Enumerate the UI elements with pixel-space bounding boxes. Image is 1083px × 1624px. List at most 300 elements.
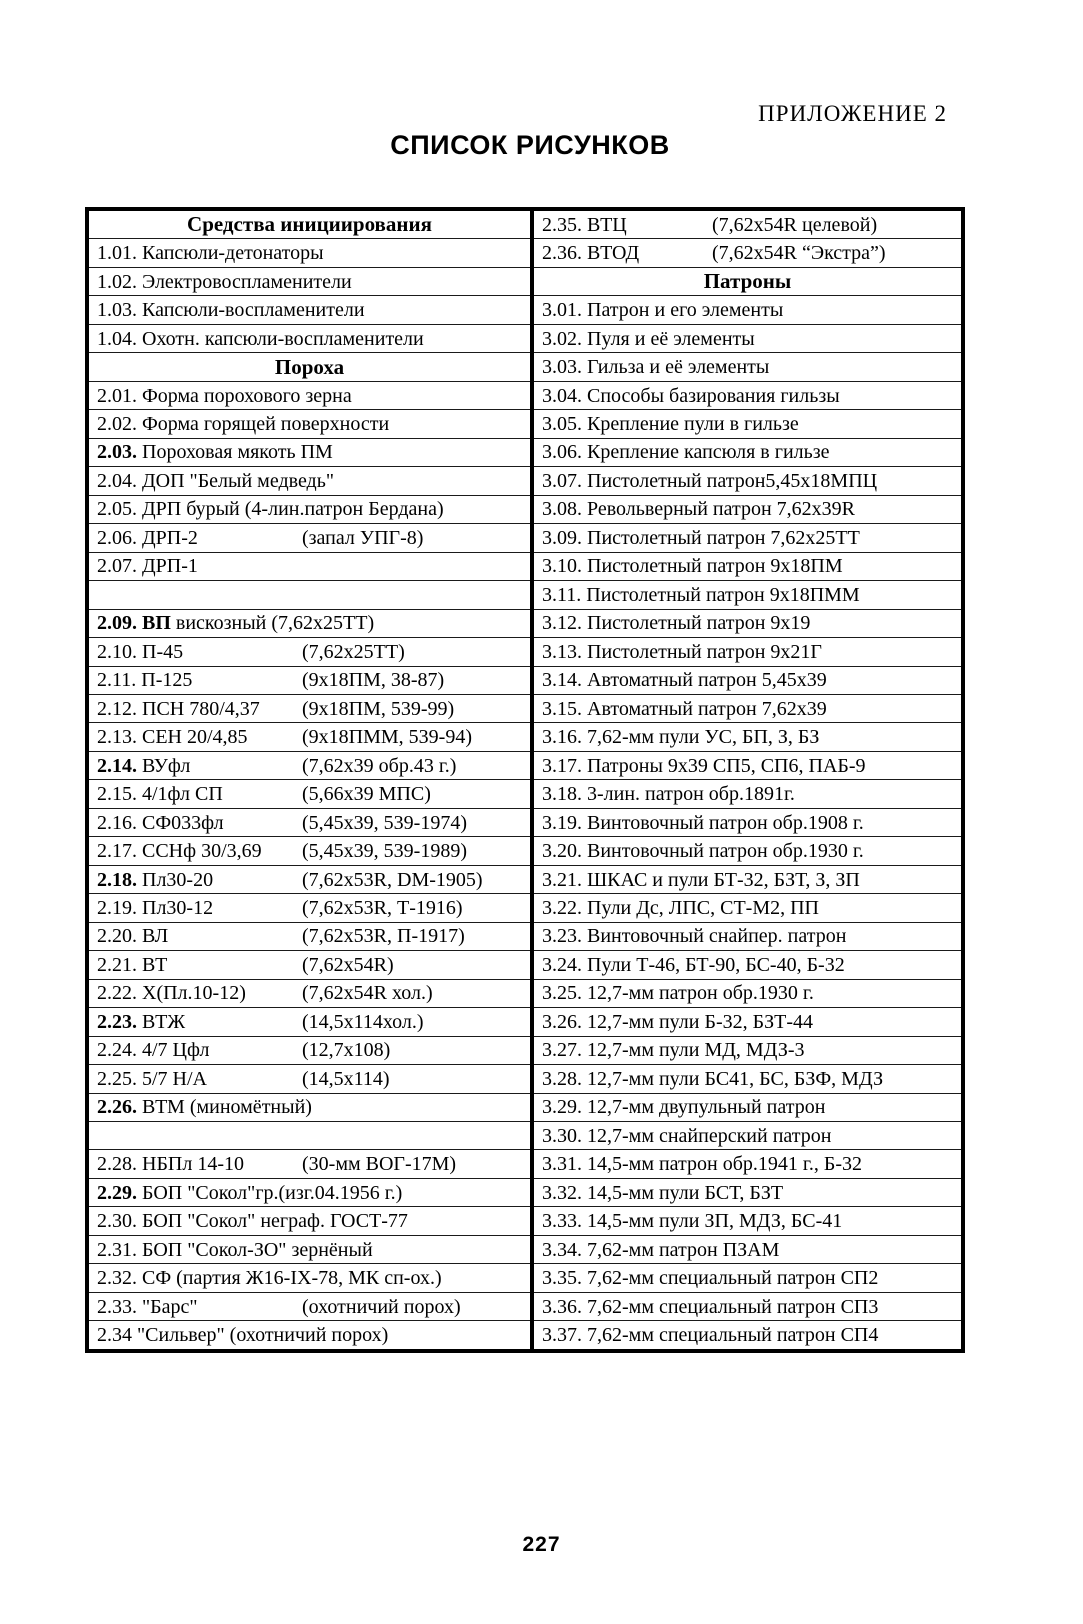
figure-number: 2.14. — [97, 754, 137, 777]
figure-name: Капсюли-воспламенители — [142, 299, 365, 322]
row-label — [97, 841, 302, 861]
table-row — [534, 1065, 961, 1093]
figure-name: Патрон и его элементы — [587, 299, 784, 322]
row-label — [542, 642, 822, 662]
figure-detail: (9х18ПМ, 539-99) — [302, 697, 455, 720]
figure-name: Электровоспламенители — [142, 270, 352, 293]
figure-name: 7,62-мм патрон ПЗАМ — [587, 1238, 780, 1261]
table-row — [89, 1065, 530, 1093]
row-label — [542, 243, 712, 263]
figure-number: 2.32. — [97, 1267, 137, 1290]
figure-number: 3.35. — [542, 1267, 582, 1290]
figure-name: Х(Пл.10-12) — [142, 982, 246, 1005]
table-row — [89, 1179, 530, 1207]
table-row — [534, 837, 961, 865]
row-label — [542, 955, 845, 975]
figure-number: 2.02. — [97, 413, 137, 436]
row-label — [542, 670, 827, 690]
table-row — [89, 439, 530, 467]
row-label — [542, 1325, 878, 1345]
row-label — [542, 1154, 862, 1174]
figure-name: Патроны 9х39 СП5, СП6, ПАБ-9 — [587, 754, 866, 777]
row-label — [542, 784, 795, 804]
figure-name: "Сильвер" (охотничий порох) — [137, 1324, 389, 1347]
row-label — [97, 1211, 408, 1231]
figure-name: 12,7-мм патрон обр.1930 г. — [587, 982, 814, 1005]
figure-number: 3.25. — [542, 982, 582, 1005]
table-row — [89, 610, 530, 638]
table-row — [89, 780, 530, 808]
row-label — [542, 1297, 878, 1317]
figure-name: П-125 — [141, 669, 193, 692]
figure-name: Охотн. капсюли-воспламенители — [142, 327, 424, 350]
row-label — [542, 1012, 813, 1032]
figure-name: вискозный (7,62х25ТТ) — [175, 612, 375, 635]
figure-name: 7,62-мм специальный патрон СП2 — [587, 1267, 879, 1290]
figure-name: ВУфл — [142, 754, 191, 777]
table-row — [89, 923, 530, 951]
row-label — [97, 499, 444, 519]
figure-number: 3.31. — [542, 1153, 582, 1176]
row-label — [97, 1040, 302, 1060]
row-label — [97, 784, 302, 804]
figure-name-bold: ВП — [142, 612, 171, 635]
figure-name: Револьверный патрон 7,62х39R — [587, 498, 856, 521]
figure-number: 2.11. — [97, 669, 137, 692]
figure-number: 3.07. — [542, 469, 582, 492]
figure-number: 2.16. — [97, 811, 137, 834]
table-row — [89, 1321, 530, 1348]
table-row — [534, 1179, 961, 1207]
table-row — [534, 1207, 961, 1235]
figure-detail: (14,5х114хол.) — [302, 1010, 424, 1033]
row-label — [97, 613, 374, 633]
table-row — [534, 667, 961, 695]
empty-row — [89, 1122, 530, 1150]
row-label — [97, 1097, 312, 1117]
figure-name: СФ (партия Ж16-IХ-78, МК сп-ох.) — [142, 1267, 442, 1290]
row-label — [97, 955, 302, 975]
table-row — [534, 239, 961, 267]
figure-name: СФ033фл — [142, 811, 224, 834]
figure-detail: (5,45х39, 539-1989) — [302, 840, 467, 863]
figure-detail: (7,62х54R хол.) — [302, 982, 433, 1005]
row-label — [97, 414, 389, 434]
figure-number: 2.10. — [97, 640, 137, 663]
figure-number: 3.23. — [542, 925, 582, 948]
table-row — [534, 610, 961, 638]
figure-name: 12,7-мм пули МД, МДЗ-3 — [587, 1039, 805, 1062]
figure-number: 2.12. — [97, 697, 137, 720]
figure-detail: (30-мм ВОГ-17М) — [302, 1153, 457, 1176]
figure-number: 2.09. — [97, 612, 137, 635]
figure-number: 3.12. — [542, 612, 582, 635]
figure-name: Пистолетный патрон 9х21Г — [587, 640, 822, 663]
figure-name: Пистолетный патрон 7,62х25ТТ — [587, 526, 860, 549]
figure-name: ВЛ — [142, 925, 169, 948]
row-label — [97, 386, 352, 406]
figure-detail: (12,7х108) — [302, 1039, 391, 1062]
table-row — [534, 951, 961, 979]
figure-number: 3.01. — [542, 299, 582, 322]
table-row — [89, 1094, 530, 1122]
figure-number: 2.31. — [97, 1238, 137, 1261]
row-label — [97, 243, 324, 263]
figure-number: 3.11. — [542, 583, 582, 606]
figure-name: Винтовочный патрон обр.1930 г. — [587, 840, 864, 863]
figure-number: 2.07. — [97, 555, 137, 578]
figure-detail: (7,62х53R, П-1917) — [302, 925, 465, 948]
figure-number: 3.20. — [542, 840, 582, 863]
figure-number: 3.32. — [542, 1181, 582, 1204]
figure-name: Пистолетный патрон 9х18ПММ — [586, 583, 860, 606]
row-label — [542, 983, 814, 1003]
figure-detail: (14,5х114) — [302, 1067, 390, 1090]
figure-number: 2.35. — [542, 213, 582, 236]
row-label — [542, 699, 827, 719]
row-label — [97, 471, 334, 491]
figure-detail: (запал УПГ-8) — [302, 526, 424, 549]
table-row — [89, 1150, 530, 1178]
figure-detail: (7,62х39 обр.43 г.) — [302, 754, 457, 777]
row-label — [542, 1211, 842, 1231]
row-label — [542, 300, 783, 320]
section-header-row: Средства инициирования — [89, 211, 530, 239]
figure-name: Способы базирования гильзы — [587, 384, 840, 407]
figure-detail: (7,62х54R целевой) — [712, 213, 878, 236]
figure-number: 2.06. — [97, 526, 137, 549]
row-label — [97, 898, 302, 918]
figure-name: 7,62-мм специальный патрон СП4 — [587, 1324, 879, 1347]
figure-number: 2.26. — [97, 1096, 137, 1119]
row-label — [542, 756, 866, 776]
table-row — [89, 1207, 530, 1235]
row-label — [542, 898, 819, 918]
section-header-row: Патроны — [534, 268, 961, 296]
figure-detail: (7,62х53R, Т-1916) — [302, 896, 463, 919]
table-row — [534, 1321, 961, 1348]
figure-name: ССНф 30/3,69 — [142, 840, 262, 863]
table-row — [89, 410, 530, 438]
figure-number: 3.03. — [542, 356, 582, 379]
figure-number: 2.15. — [97, 783, 137, 806]
figure-number: 3.17. — [542, 754, 582, 777]
figure-name: БОП "Сокол"гр.(изг.04.1956 г.) — [142, 1181, 403, 1204]
row-label — [97, 1012, 302, 1032]
figure-name: Форма порохового зерна — [142, 384, 352, 407]
table-column-right — [534, 211, 961, 1349]
figure-name: ВТЖ — [142, 1010, 186, 1033]
figure-name: 12,7-мм пули Б-32, БЗТ-44 — [587, 1010, 814, 1033]
row-label — [542, 499, 855, 519]
figure-name: 12,7-мм двупульный патрон — [587, 1096, 826, 1119]
figure-detail: (7,62х54R “Экстра”) — [712, 242, 886, 265]
table-row — [89, 809, 530, 837]
figure-name: БОП "Сокол" неграф. ГОСТ-77 — [142, 1210, 408, 1233]
figure-name: 5/7 Н/А — [142, 1067, 207, 1090]
row-label — [542, 1183, 783, 1203]
row-label — [97, 1268, 442, 1288]
table-row — [89, 467, 530, 495]
figure-name: ВТЦ — [587, 213, 627, 236]
row-label — [97, 528, 302, 548]
figure-name: ДРП-1 — [142, 555, 198, 578]
row-label — [97, 670, 302, 690]
row-label — [542, 528, 860, 548]
table-row — [534, 382, 961, 410]
figure-number: 3.30. — [542, 1124, 582, 1147]
figure-name: 12,7-мм пули БС41, БС, БЗФ, МДЗ — [587, 1067, 884, 1090]
figure-name: Крепление капсюля в гильзе — [587, 441, 830, 464]
table-row — [89, 268, 530, 296]
figure-name: ВТ — [142, 953, 168, 976]
row-label — [542, 1040, 805, 1060]
figure-name: 14,5-мм пули БСТ, БЗТ — [587, 1181, 784, 1204]
figures-table — [85, 207, 965, 1353]
figure-number: 3.16. — [542, 726, 582, 749]
row-label — [97, 1183, 402, 1203]
figure-name: БОП "Сокол-ЗО" зернёный — [142, 1238, 373, 1261]
figure-number: 3.09. — [542, 526, 582, 549]
figure-number: 3.10. — [542, 555, 582, 578]
figure-number: 2.04. — [97, 469, 137, 492]
row-label — [542, 1097, 825, 1117]
table-row — [89, 837, 530, 865]
figure-number: 2.33. — [97, 1295, 137, 1318]
page-title: СПИСОК РИСУНКОВ — [390, 130, 670, 160]
figure-number: 1.04. — [97, 327, 137, 350]
figure-name: "Барс" — [142, 1295, 198, 1318]
row-label — [97, 1297, 302, 1317]
table-row — [89, 723, 530, 751]
figure-name: 3-лин. патрон обр.1891г. — [587, 783, 795, 806]
figure-number: 3.34. — [542, 1238, 582, 1261]
figure-detail: (7,62х25ТТ) — [302, 640, 405, 663]
figure-name: 7,62-мм специальный патрон СП3 — [587, 1295, 879, 1318]
figure-number: 2.01. — [97, 384, 137, 407]
figure-number: 2.22. — [97, 982, 137, 1005]
row-label — [542, 1126, 831, 1146]
row-label — [97, 1325, 388, 1345]
table-row — [89, 496, 530, 524]
figure-detail: (5,45х39, 539-1974) — [302, 811, 467, 834]
figure-detail: (9х18ПМ, 38-87) — [302, 669, 445, 692]
table-row — [89, 524, 530, 552]
figure-number: 3.36. — [542, 1295, 582, 1318]
figure-number: 2.23. — [97, 1010, 137, 1033]
figure-name: Гильза и её элементы — [587, 356, 770, 379]
table-row — [89, 894, 530, 922]
row-label — [97, 1154, 302, 1174]
row-label — [97, 983, 302, 1003]
table-row — [534, 467, 961, 495]
row-label — [542, 870, 860, 890]
figure-name: ШКАС и пули БТ-32, БЗТ, З, ЗП — [587, 868, 860, 891]
table-row — [534, 923, 961, 951]
figure-detail: (5,66х39 МПС) — [302, 783, 431, 806]
table-row — [534, 638, 961, 666]
table-row — [89, 866, 530, 894]
figure-name: СЕН 20/4,85 — [142, 726, 248, 749]
figure-number: 3.06. — [542, 441, 582, 464]
row-label — [542, 841, 864, 861]
table-column-left — [89, 211, 530, 1349]
section-header-row: Пороха — [89, 353, 530, 381]
figure-name: 14,5-мм пули ЗП, МДЗ, БС-41 — [587, 1210, 843, 1233]
row-label — [542, 1069, 883, 1089]
row-label — [542, 471, 877, 491]
figure-name: ДОП "Белый медведь" — [142, 469, 335, 492]
row-label — [97, 272, 352, 292]
table-row — [534, 410, 961, 438]
figure-number: 3.24. — [542, 953, 582, 976]
table-row — [534, 1122, 961, 1150]
figure-number: 3.02. — [542, 327, 582, 350]
table-row — [89, 980, 530, 1008]
figure-name: ВТОД — [587, 242, 640, 265]
table-row — [534, 894, 961, 922]
figure-number: 3.26. — [542, 1010, 582, 1033]
table-row — [534, 1236, 961, 1264]
table-row — [89, 382, 530, 410]
table-row — [89, 553, 530, 581]
table-row — [534, 1008, 961, 1036]
figure-name: 4/1фл СП — [142, 783, 223, 806]
figure-number: 3.05. — [542, 413, 582, 436]
figure-number: 3.18. — [542, 783, 582, 806]
figure-number: 2.21. — [97, 953, 137, 976]
table-row — [89, 296, 530, 324]
row-label — [542, 613, 810, 633]
figure-number: 2.24. — [97, 1039, 137, 1062]
figure-name: Автоматный патрон 5,45х39 — [587, 669, 827, 692]
row-label — [542, 727, 819, 747]
row-label — [542, 442, 830, 462]
page-number: 227 — [522, 1533, 561, 1556]
figure-name: 4/7 Цфл — [142, 1039, 210, 1062]
row-label — [542, 329, 755, 349]
row-label — [542, 215, 712, 235]
figure-name: Пистолетный патрон 9х19 — [587, 612, 811, 635]
figure-name: Пороховая мякоть ПМ — [142, 441, 333, 464]
figure-name: НБПл 14-10 — [142, 1153, 245, 1176]
row-label — [542, 556, 843, 576]
figure-number: 2.36. — [542, 242, 582, 265]
figure-name: Крепление пули в гильзе — [587, 413, 799, 436]
table-row — [534, 780, 961, 808]
row-label — [542, 357, 769, 377]
table-row — [534, 1150, 961, 1178]
figure-number: 3.08. — [542, 498, 582, 521]
table-row — [534, 1094, 961, 1122]
figure-number: 2.13. — [97, 726, 137, 749]
figure-number: 2.20. — [97, 925, 137, 948]
figure-name: Пули Т-46, БТ-90, БС-40, Б-32 — [587, 953, 845, 976]
figure-detail: (охотничий порох) — [302, 1295, 461, 1318]
figure-name: Винтовочный патрон обр.1908 г. — [587, 811, 864, 834]
row-label — [97, 870, 302, 890]
figure-number: 3.27. — [542, 1039, 582, 1062]
figure-name: Пл30-12 — [142, 896, 214, 919]
row-label — [97, 926, 302, 946]
appendix-label: ПРИЛОЖЕНИЕ 2 — [758, 101, 947, 126]
table-row — [89, 325, 530, 353]
row-label — [97, 727, 302, 747]
row-label — [97, 642, 302, 662]
figure-number: 3.28. — [542, 1067, 582, 1090]
row-label — [97, 699, 302, 719]
figure-number: 3.19. — [542, 811, 582, 834]
table-row — [534, 211, 961, 239]
table-row — [534, 496, 961, 524]
figure-number: 3.22. — [542, 896, 582, 919]
figure-number: 3.29. — [542, 1096, 582, 1119]
table-row — [534, 752, 961, 780]
figure-name: Автоматный патрон 7,62х39 — [587, 697, 827, 720]
figure-name: Пули Дс, ЛПС, СТ-М2, ПП — [587, 896, 820, 919]
table-row — [89, 1236, 530, 1264]
figure-name: Пл30-20 — [142, 868, 214, 891]
row-label — [542, 386, 840, 406]
table-row — [89, 1037, 530, 1065]
row-label — [542, 414, 799, 434]
figure-number: 3.13. — [542, 640, 582, 663]
figure-number: 1.02. — [97, 270, 137, 293]
table-row — [89, 638, 530, 666]
figure-number: 2.18. — [97, 868, 137, 891]
figure-number: 3.33. — [542, 1210, 582, 1233]
figure-number: 3.15. — [542, 697, 582, 720]
figure-number: 3.21. — [542, 868, 582, 891]
table-row — [534, 325, 961, 353]
figure-number: 2.17. — [97, 840, 137, 863]
table-row — [89, 1264, 530, 1292]
row-label — [97, 329, 424, 349]
figure-name: ДРП бурый (4-лин.патрон Бердана) — [142, 498, 444, 521]
row-label — [97, 756, 302, 776]
figure-name: Винтовочный снайпер. патрон — [587, 925, 847, 948]
figure-number: 2.30. — [97, 1210, 137, 1233]
figure-detail: (7,62х53R, DM-1905) — [302, 868, 483, 891]
table-row — [534, 581, 961, 609]
figure-number: 2.28. — [97, 1153, 137, 1176]
table-row — [534, 553, 961, 581]
figure-number: 2.19. — [97, 896, 137, 919]
figure-name: ДРП-2 — [142, 526, 198, 549]
figure-name: Капсюли-детонаторы — [142, 242, 324, 265]
table-row — [534, 866, 961, 894]
figure-number: 3.04. — [542, 384, 582, 407]
table-row — [534, 1037, 961, 1065]
figure-name: 14,5-мм патрон обр.1941 г., Б-32 — [587, 1153, 862, 1176]
figure-detail: (9х18ПММ, 539-94) — [302, 726, 472, 749]
table-row — [89, 667, 530, 695]
table-row — [534, 439, 961, 467]
table-row — [534, 524, 961, 552]
table-row — [89, 951, 530, 979]
table-row — [89, 695, 530, 723]
figure-number: 1.03. — [97, 299, 137, 322]
row-label — [542, 926, 846, 946]
figure-name: Пистолетный патрон 9х18ПМ — [587, 555, 843, 578]
figure-name: ВТМ (миномётный) — [142, 1096, 312, 1119]
figure-number: 3.14. — [542, 669, 582, 692]
figure-name: ПСН 780/4,37 — [142, 697, 260, 720]
row-label — [97, 1240, 373, 1260]
table-row — [89, 1008, 530, 1036]
row-label — [97, 556, 198, 576]
figure-name: Пуля и её элементы — [587, 327, 755, 350]
